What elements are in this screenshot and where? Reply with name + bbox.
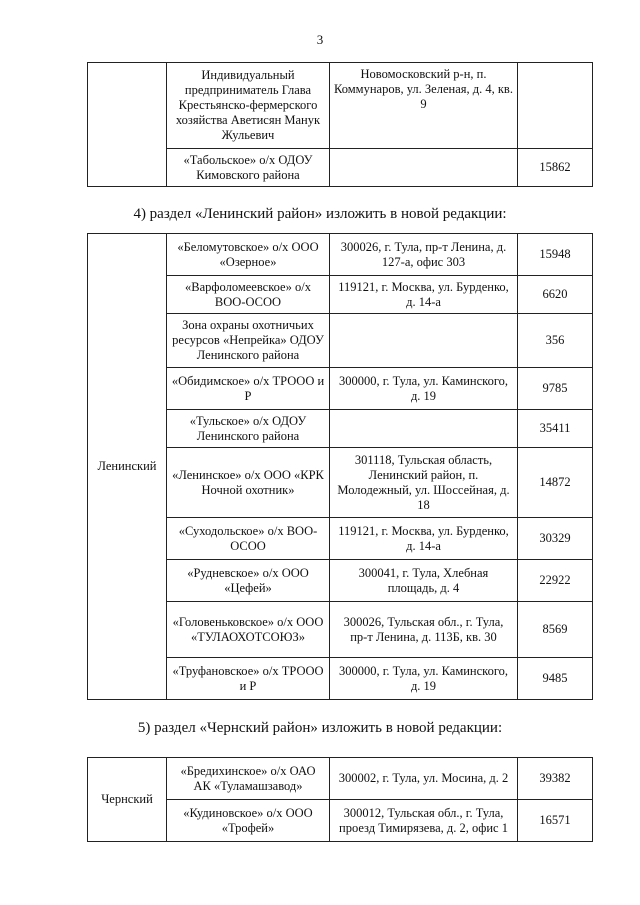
org-name: «Рудневское» о/х ООО «Цефей» — [167, 560, 330, 602]
area-value: 35411 — [518, 410, 593, 448]
org-address: 300000, г. Тула, ул. Каминского, д. 19 — [330, 368, 518, 410]
org-name: «Варфоломеевское» о/х ВОО-ОСОО — [167, 276, 330, 314]
org-name: Зона охраны охотничьих ресурсов «Непрейка» ОДОУ Ленинского района — [167, 314, 330, 368]
org-address: 300026, Тульская обл., г. Тула, пр-т Ленина, д. 113Б, кв. 30 — [330, 602, 518, 658]
district-name: Ленинский — [88, 234, 167, 700]
org-name: «Бредихинское» о/х ОАО АК «Туламашзавод» — [167, 758, 330, 800]
org-address: 119121, г. Москва, ул. Бурденко, д. 14-а — [330, 276, 518, 314]
page-number: 3 — [316, 32, 324, 47]
org-address: 300000, г. Тула, ул. Каминского, д. 19 — [330, 658, 518, 700]
org-address — [330, 314, 518, 368]
area-value: 39382 — [518, 758, 593, 800]
org-name: «Кудиновское» о/х ООО «Трофей» — [167, 800, 330, 842]
org-address — [330, 410, 518, 448]
org-address — [330, 149, 518, 187]
area-value: 15948 — [518, 234, 593, 276]
table-chernsky — [87, 757, 593, 842]
area-value: 15862 — [518, 149, 593, 187]
district-name: Чернский — [88, 758, 167, 842]
org-name: «Головеньковское» о/х ООО «ТУЛАОХОТСОЮЗ» — [167, 602, 330, 658]
org-address: 300026, г. Тула, пр-т Ленина, д. 127-а, офис 303 — [330, 234, 518, 276]
area-value: 9785 — [518, 368, 593, 410]
org-name: «Ленинское» о/х ООО «КРК Ночной охотник» — [167, 448, 330, 518]
org-name: «Беломутовское» о/х ООО «Озерное» — [167, 234, 330, 276]
org-name: «Труфановское» о/х ТРООО и Р — [167, 658, 330, 700]
table-row — [88, 758, 593, 800]
section-heading-chernsky: 5) раздел «Чернский район» изложить в новой редакции: — [137, 720, 503, 736]
org-address: 300041, г. Тула, Хлебная площадь, д. 4 — [330, 560, 518, 602]
area-value: 6620 — [518, 276, 593, 314]
org-address: 300012, Тульская обл., г. Тула, проезд Тимирязева, д. 2, офис 1 — [330, 800, 518, 842]
org-address: 301118, Тульская область, Ленинский район, п. Молодежный, ул. Шоссейная, д. 18 — [330, 448, 518, 518]
table-row — [88, 234, 593, 276]
org-name: «Тульское» о/х ОДОУ Ленинского района — [167, 410, 330, 448]
table-leninsky — [87, 233, 593, 700]
area-value: 9485 — [518, 658, 593, 700]
org-name: Индивидуальный предприниматель Глава Крестьянско-фермерского хозяйства Аветисян Манук Жульевич — [167, 63, 330, 149]
area-value: 22922 — [518, 560, 593, 602]
area-value — [518, 63, 593, 149]
table-continuation — [87, 62, 593, 187]
area-value: 16571 — [518, 800, 593, 842]
district-cell — [88, 63, 167, 187]
area-value: 8569 — [518, 602, 593, 658]
org-name: «Табольское» о/х ОДОУ Кимовского района — [167, 149, 330, 187]
area-value: 30329 — [518, 518, 593, 560]
org-address: Новомосковский р-н, п. Коммунаров, ул. Зеленая, д. 4, кв. 9 — [330, 63, 518, 149]
area-value: 14872 — [518, 448, 593, 518]
table-row — [88, 63, 593, 149]
area-value: 356 — [518, 314, 593, 368]
org-address: 300002, г. Тула, ул. Мосина, д. 2 — [330, 758, 518, 800]
section-heading-leninsky: 4) раздел «Ленинский район» изложить в новой редакции: — [133, 206, 507, 222]
org-name: «Обидимское» о/х ТРООО и Р — [167, 368, 330, 410]
org-address: 119121, г. Москва, ул. Бурденко, д. 14-а — [330, 518, 518, 560]
org-name: «Суходольское» о/х ВОО-ОСОО — [167, 518, 330, 560]
